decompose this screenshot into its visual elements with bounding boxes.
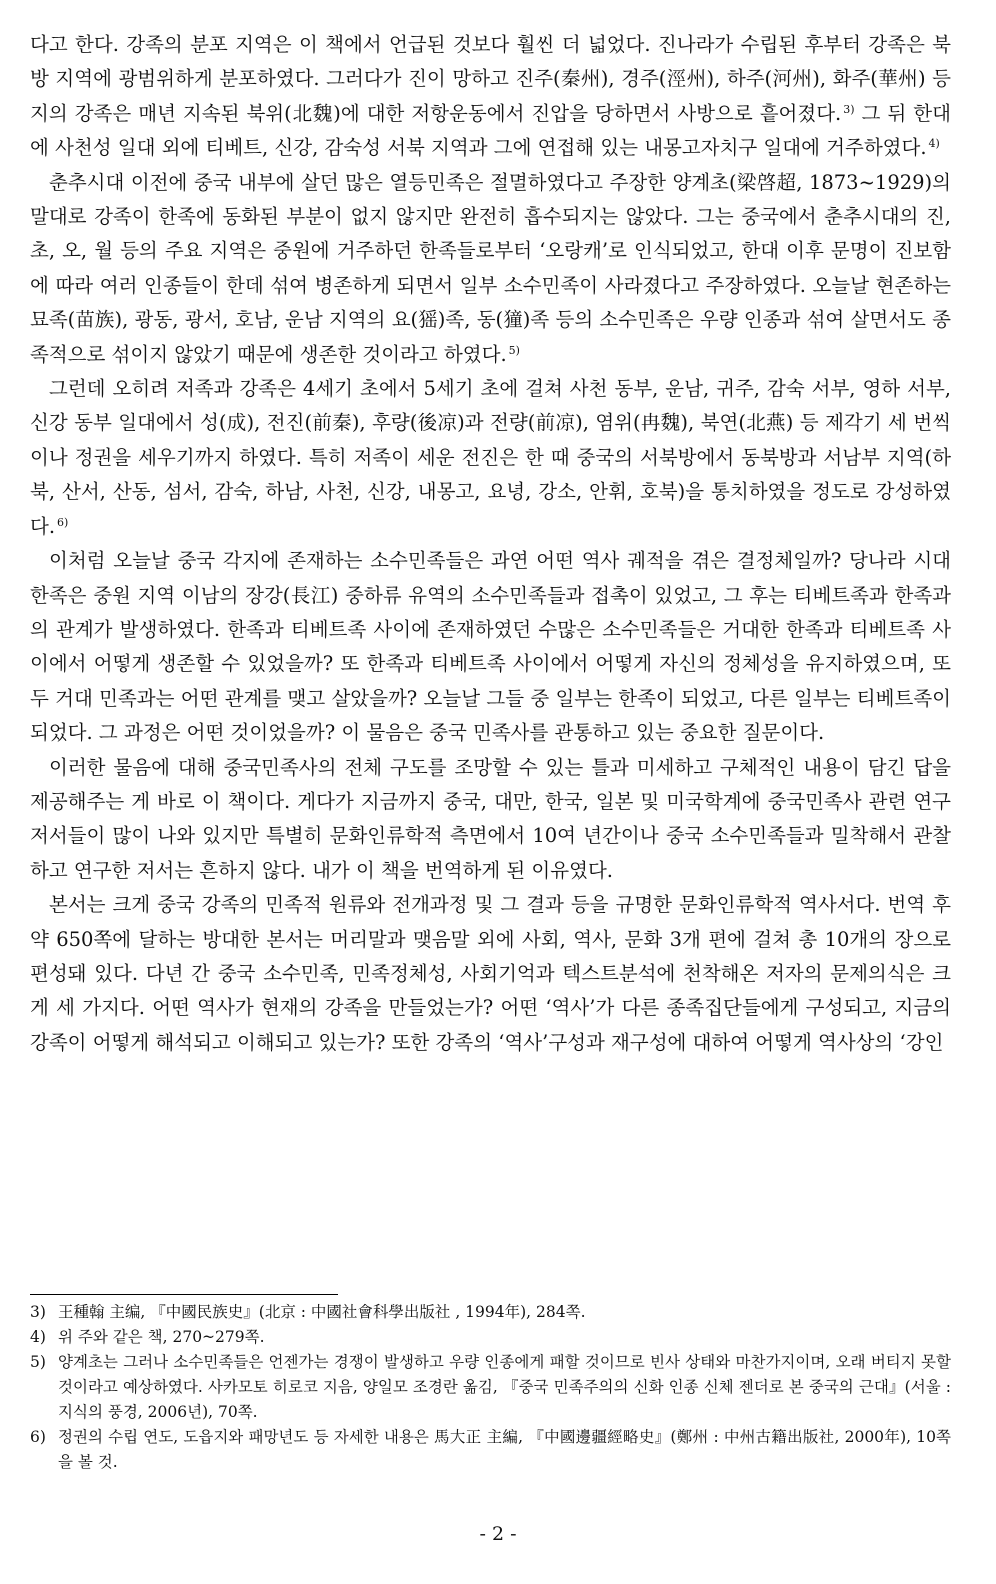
paragraph-text: 춘추시대 이전에 중국 내부에 살던 많은 열등민족은 절멸하였다고 주장한 양계초(梁啓超, 1873~1929)의 말대로 강족이 한족에 동화된 부분이 없지 않지만 완전히 흡수되지는 않았다. 그는 중국에서 춘추시대의 진, 초, 오, 월 등의 주요 지역은 중원에 거주하던 한족들로부터 ‘오랑캐’로 인식되었고, 한대 이후 문명이 진보함에 따라 여러 인종들이 한데 섞여 병존하게 되면서 일부 소수민족이 사라졌다고 주장하였다. 오늘날 현존하는 묘족(苗族), 광동, 광서, 호남, 운남 지역의 요(猺)족, 동(獞)족 등의 소수민족은 우량 인종과 섞여 살면서도 종족적으로 섞이지 않았기 때문에 생존한 것이라고 하였다. [30,170,951,366]
footnote [30,1350,951,1425]
body-text [30,28,951,1060]
paragraph-3 [30,372,951,544]
page-number: - 2 - [479,1523,517,1545]
footnotes [30,1300,951,1475]
paragraph-text: 본서는 크게 중국 강족의 민족적 원류와 전개과정 및 그 결과 등을 규명한 문화인류학적 역사서다. 번역 후 약 650쪽에 달하는 방대한 본서는 머리말과 맺음말 외에 사회, 역사, 문화 3개 편에 걸쳐 총 10개의 장으로 편성돼 있다. 다년 간 중국 소수민족, 민족정체성, 사회기억과 텍스트분석에 천착해온 저자의 문제의식은 크게 세 가지다. 어떤 역사가 현재의 강족을 만들었는가? 어떤 ‘역사’가 다른 종족집단들에게 구성되고, 지금의 강족이 어떻게 해석되고 이해되고 있는가? 또한 강족의 ‘역사’구성과 재구성에 대하여 어떻게 역사상의 ‘강인 [30,893,951,1054]
paragraph-2 [30,166,951,372]
footnote-divider [30,1294,338,1295]
paragraph-text: 이러한 물음에 대해 중국민족사의 전체 구도를 조망할 수 있는 틀과 미세하고 구체적인 내용이 담긴 답을 제공해주는 게 바로 이 책이다. 게다가 지금까지 중국, 대만, 한국, 일본 및 미국학계에 중국민족사 관련 연구저서들이 많이 나와 있지만 특별히 문화인류학적 측면에서 10여 년간이나 중국 소수민족들과 밀착해서 관찰하고 연구한 저서는 흔하지 않다. 내가 이 책을 번역하게 된 이유였다. [30,755,951,882]
paragraph-6 [30,888,951,1060]
footnote-text: 양계초는 그러나 소수민족들은 언젠가는 경쟁이 발생하고 우량 인종에게 패할 것이므로 빈사 상태와 마찬가지이며, 오래 버티지 못할 것이라고 예상하였다. 사카모토 히로코 지음, 양일모 조경란 옮김, 『중국 민족주의의 신화 인종 신체 젠더로 본 중국의 근대』(서울 : 지식의 풍경, 2006년), 70쪽. [58,1353,951,1421]
paragraph-text: 그런데 오히려 저족과 강족은 4세기 초에서 5세기 초에 걸쳐 사천 동부, 운남, 귀주, 감숙 서부, 영하 서부, 신강 동부 일대에서 성(成), 전진(前秦), 후량(後凉)과 전량(前凉), 염위(冉魏), 북연(北燕) 등 제각기 세 번씩이나 정권을 세우기까지 하였다. 특히 저족이 세운 전진은 한 때 중국의 서북방에서 동북방과 서남부 지역(하북, 산서, 산동, 섬서, 감숙, 하남, 사천, 신강, 내몽고, 요녕, 강소, 안휘, 호북)을 통치하였을 정도로 강성하였다. [30,377,951,538]
footnote [30,1300,951,1325]
footnote-ref: 4) [928,137,940,151]
footnote-number: 6) [30,1428,46,1446]
paragraph-4 [30,544,951,750]
footnote-ref: 3) [843,102,855,116]
paragraph-text: 그 뒤 한대에 사천성 일대 외에 티베트, 신강, 감숙성 서북 지역과 그에 연접해 있는 내몽고자치구 일대에 거주하였다. [30,101,951,160]
footnote-text: 王種翰 主编, 『中國民族史』(北京 : 中國社會科學出版社 , 1994年), 284쪽. [58,1303,586,1321]
footnote-ref: 6) [57,515,69,529]
paragraph-text: 이처럼 오늘날 중국 각지에 존재하는 소수민족들은 과연 어떤 역사 궤적을 겪은 결정체일까? 당나라 시대 한족은 중원 지역 이남의 장강(長江) 중하류 유역의 소수민족들과 접촉이 있었고, 그 후는 티베트족과 한족과의 관계가 발생하였다. 한족과 티베트족 사이에 존재하였던 수많은 소수민족들은 거대한 한족과 티베트족 사이에서 어떻게 생존할 수 있었을까? 또 한족과 티베트족 사이에서 어떻게 자신의 정체성을 유지하였으며, 또 두 거대 민족과는 어떤 관계를 맺고 살았을까? 오늘날 그들 중 일부는 한족이 되었고, 다른 일부는 티베트족이 되었다. 그 과정은 어떤 것이었을까? 이 물음은 중국 민족사를 관통하고 있는 중요한 질문이다. [30,549,951,745]
footnote [30,1425,951,1475]
footnote-number: 4) [30,1328,46,1346]
paragraph-5 [30,751,951,889]
footnote-text: 위 주와 같은 책, 270~279쪽. [58,1328,265,1346]
paragraph-1 [30,28,951,166]
footnote [30,1325,951,1350]
paragraph-text: 다고 한다. 강족의 분포 지역은 이 책에서 언급된 것보다 훨씬 더 넓었다. 진나라가 수립된 후부터 강족은 북방 지역에 광범위하게 분포하였다. 그러다가 진이 망하고 진주(秦州), 경주(涇州), 하주(河州), 화주(華州) 등지의 강족은 매년 지속된 북위(北魏)에 대한 저항운동에서 진압을 당하면서 사방으로 흩어졌다. [30,33,951,125]
footnote-ref: 5) [508,343,520,357]
footnote-number: 3) [30,1303,46,1321]
footnote-number: 5) [30,1353,46,1371]
footnote-text: 정권의 수립 연도, 도읍지와 패망년도 등 자세한 내용은 馬大正 主編, 『中國邊疆經略史』(鄭州 : 中州古籍出版社, 2000年), 10쪽을 볼 것. [58,1428,951,1471]
